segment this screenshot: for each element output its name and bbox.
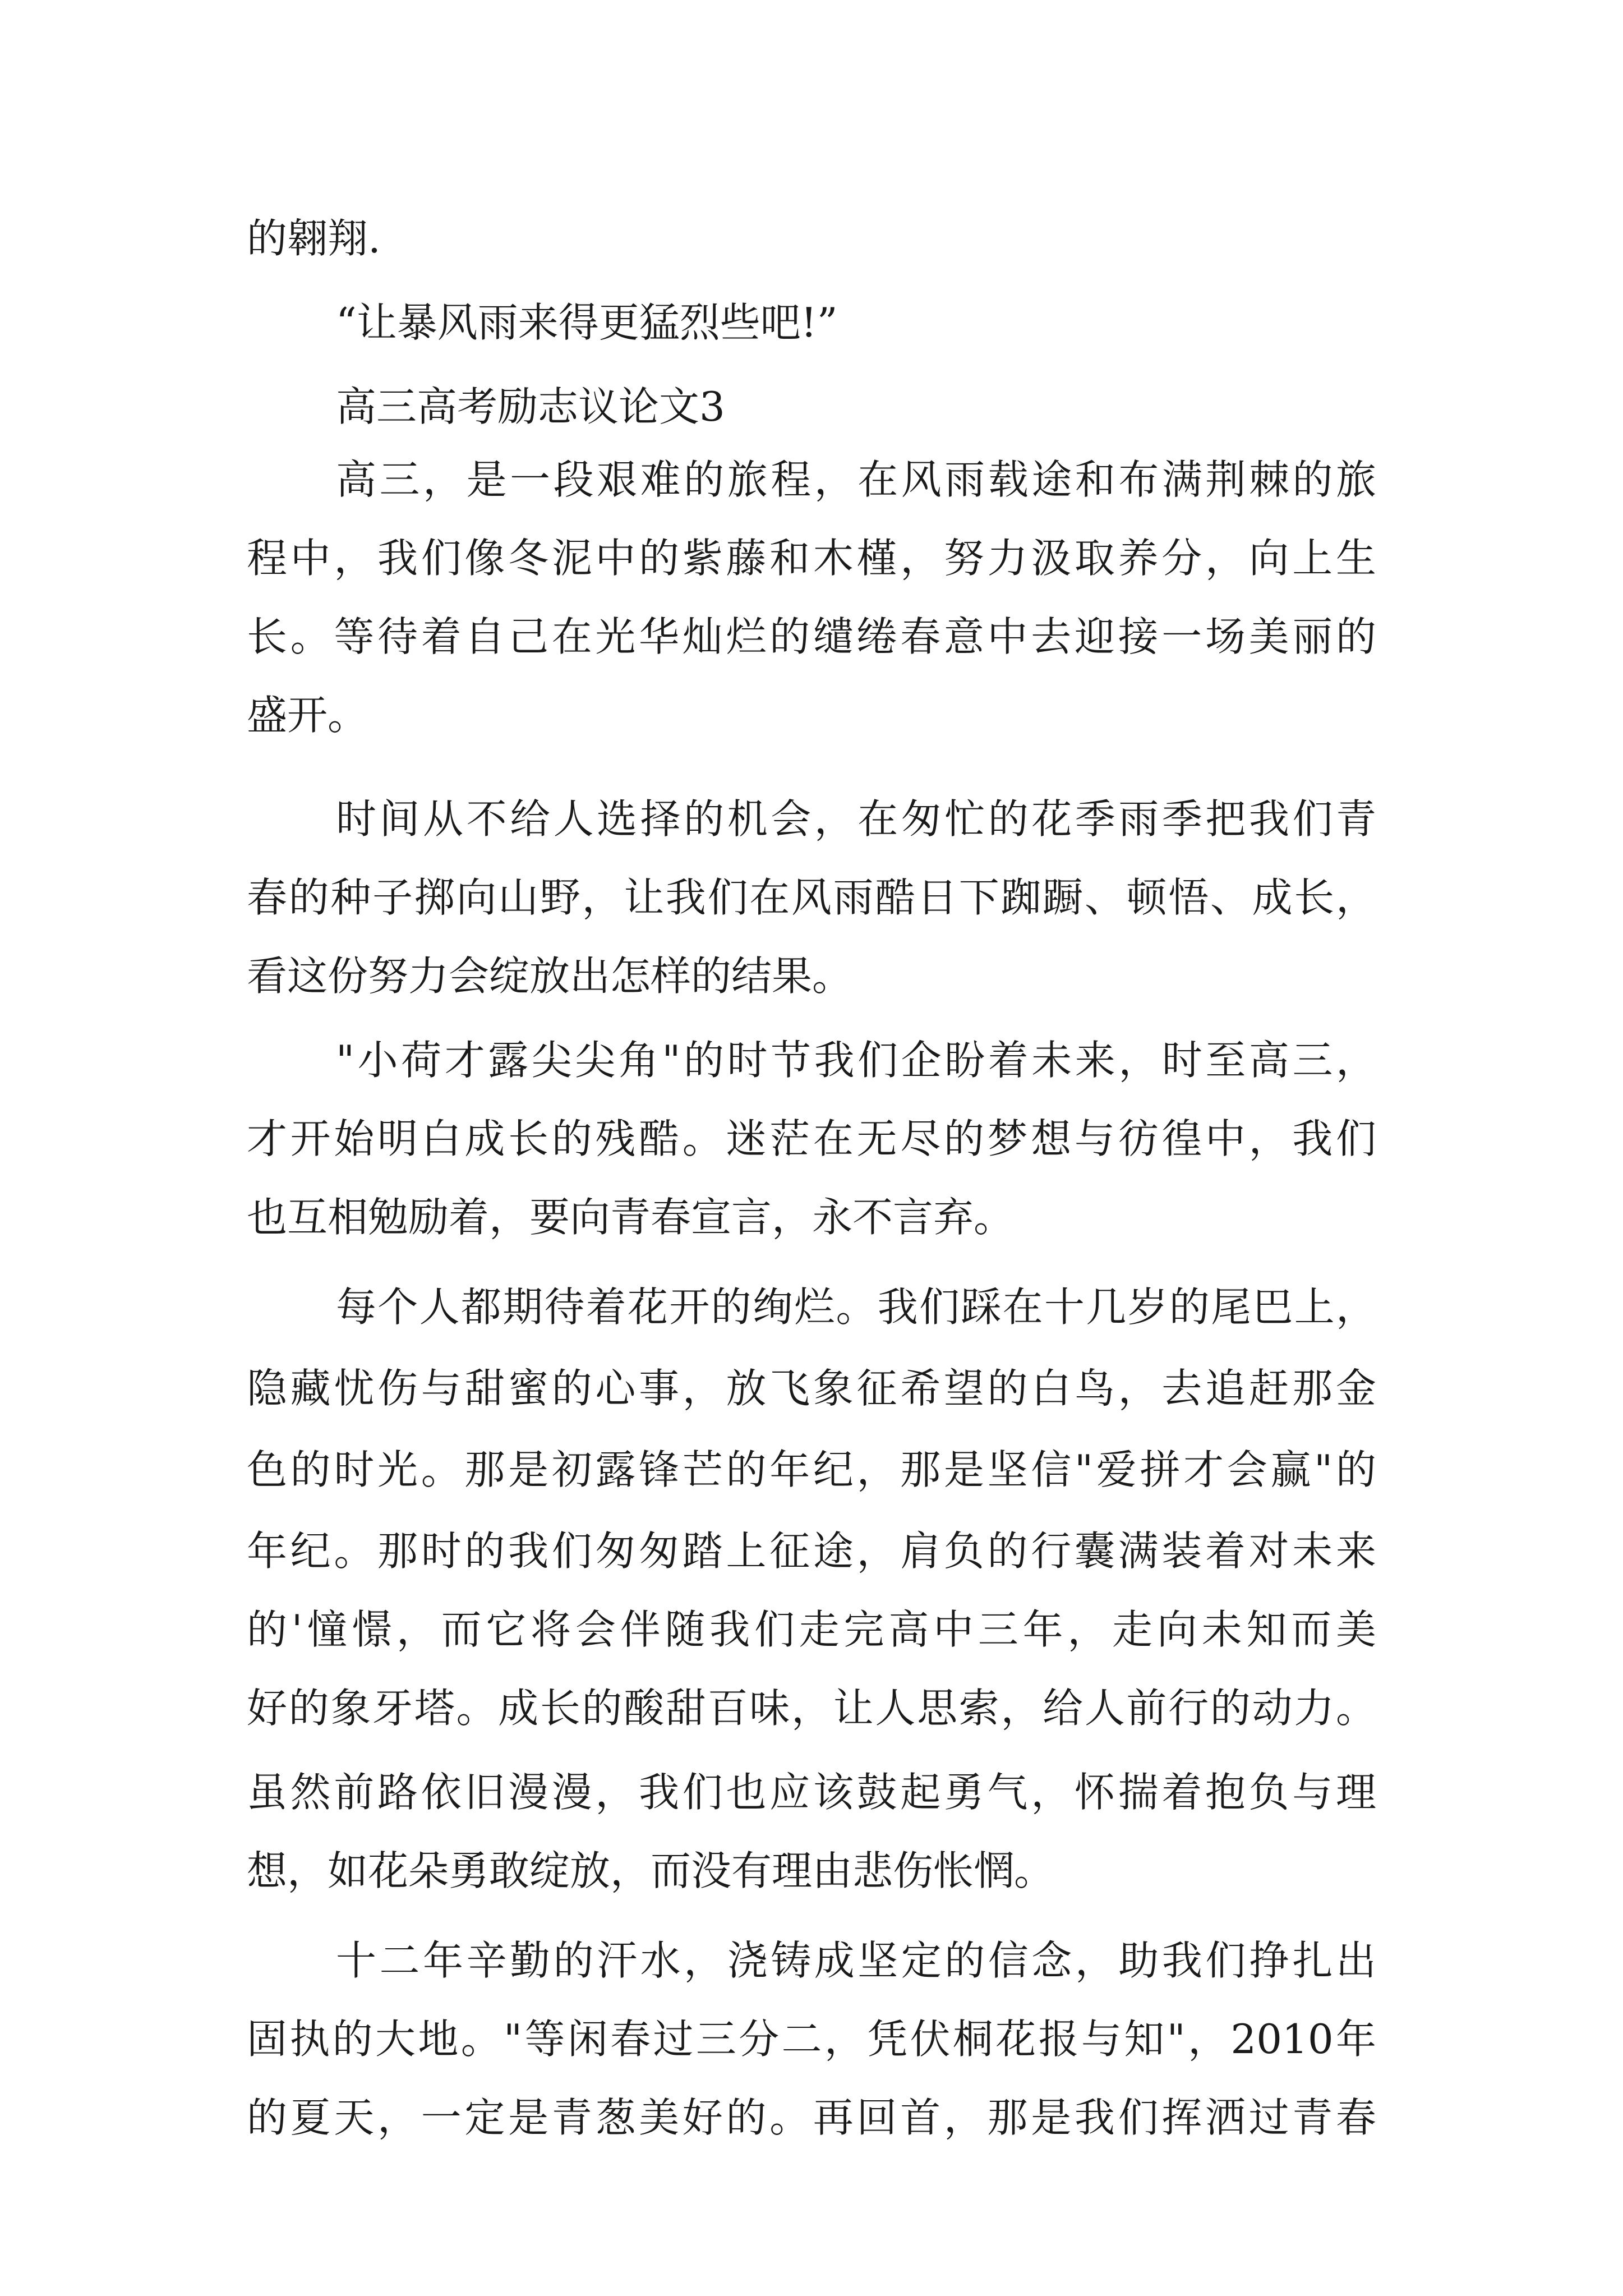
text-line: "小荷才露尖尖角"的时节我们企盼着未来，时至高三，	[336, 1037, 1376, 1084]
text-line: 十二年辛勤的汗水，浇铸成坚定的信念，助我们挣扎出	[336, 1937, 1376, 1984]
text-line: 程中，我们像冬泥中的紫藤和木槿，努力汲取养分，向上生	[247, 535, 1376, 582]
text-line: 固执的大地。"等闲春过三分二，凭伏桐花报与知"，2010年	[247, 2016, 1376, 2063]
text-line: 的'憧憬，而它将会伴随我们走完高中三年，走向未知而美	[247, 1606, 1376, 1653]
text-line: 才开始明白成长的残酷。迷茫在无尽的梦想与彷徨中，我们	[247, 1115, 1376, 1162]
text-line: 盛开。	[247, 692, 368, 739]
section-heading: 高三高考励志议论文3	[336, 383, 725, 430]
text-line: 春的种子掷向山野，让我们在风雨酷日下踟蹰、顿悟、成长，	[247, 874, 1376, 921]
text-line: 色的时光。那是初露锋芒的年纪，那是坚信"爱拼才会赢"的	[247, 1446, 1376, 1493]
text-line: 看这份努力会绽放出怎样的结果。	[247, 953, 853, 1000]
text-line: 想，如花朵勇敢绽放，而没有理由悲伤怅惘。	[247, 1847, 1055, 1894]
text-line: 也互相勉励着，要向青春宣言，永不言弃。	[247, 1194, 1015, 1241]
text-line: 的翱翔.	[247, 215, 381, 262]
text-line: 的夏天，一定是青葱美好的。再回首，那是我们挥洒过青春	[247, 2094, 1376, 2141]
text-line: 时间从不给人选择的机会，在匆忙的花季雨季把我们青	[336, 795, 1376, 843]
text-line: 好的象牙塔。成长的酸甜百味，让人思索，给人前行的动力。	[247, 1685, 1376, 1732]
text-line: 每个人都期待着花开的绚烂。我们踩在十几岁的尾巴上，	[336, 1283, 1376, 1331]
text-line: 高三，是一段艰难的旅程，在风雨载途和布满荆棘的旅	[336, 456, 1376, 503]
text-line: 隐藏忧伤与甜蜜的心事，放飞象征希望的白鸟，去追赶那金	[247, 1365, 1376, 1412]
text-line: 长。等待着自己在光华灿烂的缱绻春意中去迎接一场美丽的	[247, 613, 1376, 660]
text-line: 年纪。那时的我们匆匆踏上征途，肩负的行囊满装着对未来	[247, 1527, 1376, 1575]
text-line: 虽然前路依旧漫漫，我们也应该鼓起勇气，怀揣着抱负与理	[247, 1769, 1376, 1816]
text-line: “让暴风雨来得更猛烈些吧!”	[336, 299, 838, 346]
